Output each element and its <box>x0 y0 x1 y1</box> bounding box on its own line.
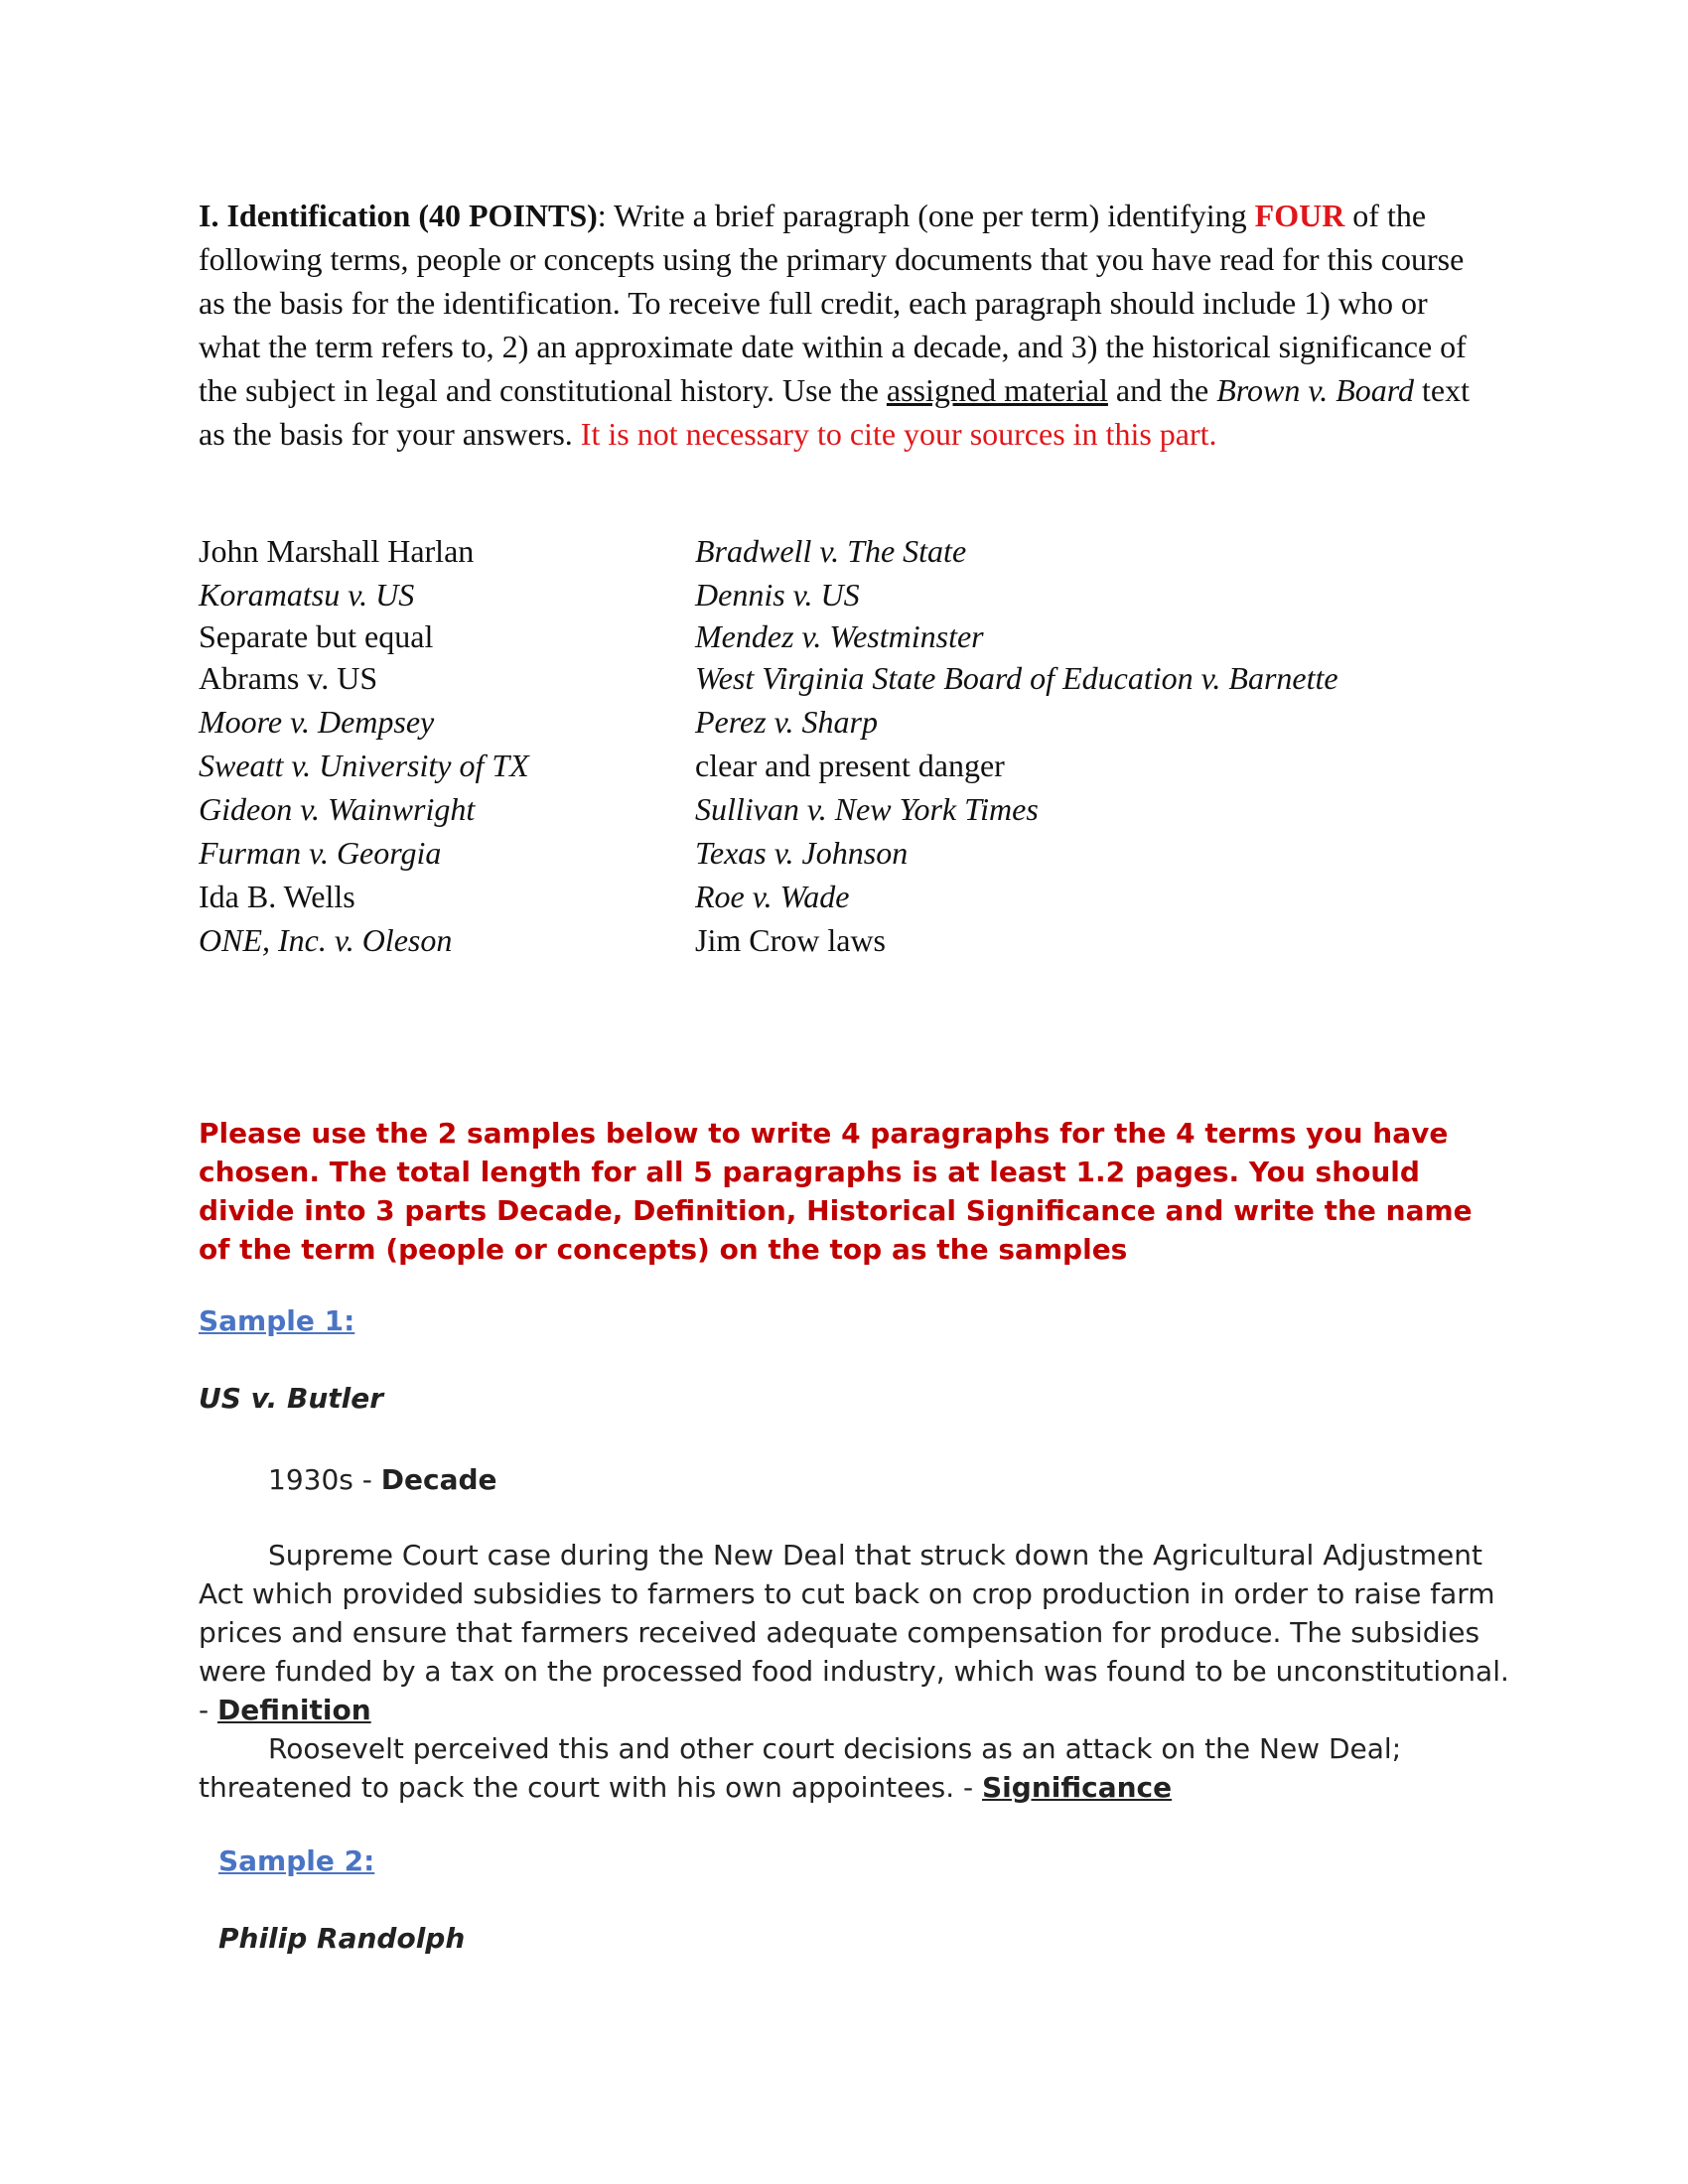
sample-1-decade <box>268 1463 497 1496</box>
term-item: Gideon v. Wainwright <box>199 791 476 827</box>
sample-2-label: Sample 2: <box>218 1844 375 1877</box>
significance-text: Roosevelt perceived this and other court decisions as an attack on the New Deal; threatened to pack the court with his own appointees. - <box>199 1732 1402 1804</box>
term-item: Dennis v. US <box>695 577 860 613</box>
term-item: Mendez v. Westminster <box>695 618 984 654</box>
term-item: Sweatt v. University of TX <box>199 748 529 783</box>
definition-tag: Definition <box>217 1694 371 1726</box>
term-item: Furman v. Georgia <box>199 835 442 871</box>
term-item: Ida B. Wells <box>199 879 355 914</box>
sample-instructions: Please use the 2 samples below to write 4 paragraphs for the 4 terms you have chosen. The total length for all 5 paragraphs is at least 1.2 pages. You should divide into 3 parts Decade, Definition, Historical Significance and write the name of the term (people or concepts) on the top as the samples <box>199 1117 1473 1266</box>
term-row <box>199 787 1489 831</box>
term-item: West Virginia State Board of Education v. Barnette <box>695 660 1338 696</box>
term-item: Koramatsu v. US <box>199 577 415 613</box>
significance-tag: Significance <box>982 1771 1173 1804</box>
term-item: John Marshall Harlan <box>199 533 475 569</box>
intro-text-d: text as the basis for your answers. <box>199 372 1470 452</box>
term-row <box>199 918 1489 962</box>
intro-text-a: : Write a brief paragraph (one per term) identifying <box>597 198 1255 233</box>
sample-1-significance <box>199 1729 1509 1807</box>
assigned-material-text: assigned material <box>886 372 1108 408</box>
brown-v-board-text: Brown v. Board <box>1216 372 1415 408</box>
term-row <box>199 831 1489 875</box>
terms-list <box>199 529 1489 962</box>
term-item: Moore v. Dempsey <box>199 704 435 740</box>
term-item: ONE, Inc. v. Oleson <box>199 922 453 958</box>
part-one-instructions <box>199 194 1489 456</box>
intro-text-c: and the <box>1107 372 1217 408</box>
sample-2-term: Philip Randolph <box>218 1922 466 1955</box>
section-heading: I. Identification (40 POINTS) <box>199 198 598 233</box>
term-row <box>199 573 1489 616</box>
sample-1-label: Sample 1: <box>199 1304 355 1337</box>
term-item: Separate but equal <box>199 618 434 654</box>
decade-tag: Decade <box>380 1463 497 1496</box>
term-item: Roe v. Wade <box>695 879 850 914</box>
decade-value: 1930s - <box>268 1463 381 1496</box>
term-item: Sullivan v. New York Times <box>695 791 1039 827</box>
term-row <box>199 616 1489 656</box>
term-row <box>199 875 1489 918</box>
sample-1-definition <box>199 1536 1509 1729</box>
term-row <box>199 744 1489 787</box>
citation-note: It is not necessary to cite your sources in this part. <box>580 416 1217 452</box>
term-item: Bradwell v. The State <box>695 533 967 569</box>
sample-1-term: US v. Butler <box>199 1382 384 1415</box>
term-item: Jim Crow laws <box>695 922 886 958</box>
definition-text: Supreme Court case during the New Deal that struck down the Agricultural Adjustment Act which provided subsidies to farmers to cut back on crop production in order to raise farm prices and ensure that farmers received adequate compensation for produce. The subsidies were funded by a tax on the processed food industry, which was found to be unconstitutional. - <box>199 1539 1509 1726</box>
intro-text-b: of the following terms, people or concepts using the primary documents that you have read for this course as the basis for the identification. To receive full credit, each paragraph should include 1) who or what the term refers to, 2) an approximate date within a decade, and 3) the historical significance of the subject in legal and constitutional history. Use the <box>199 198 1467 408</box>
term-item: Abrams v. US <box>199 660 378 696</box>
term-row <box>199 529 1489 573</box>
term-item: Texas v. Johnson <box>695 835 909 871</box>
term-row <box>199 656 1489 700</box>
term-item: clear and present danger <box>695 748 1005 783</box>
term-row <box>199 700 1489 744</box>
four-emphasis: FOUR <box>1254 198 1345 233</box>
term-item: Perez v. Sharp <box>695 704 878 740</box>
